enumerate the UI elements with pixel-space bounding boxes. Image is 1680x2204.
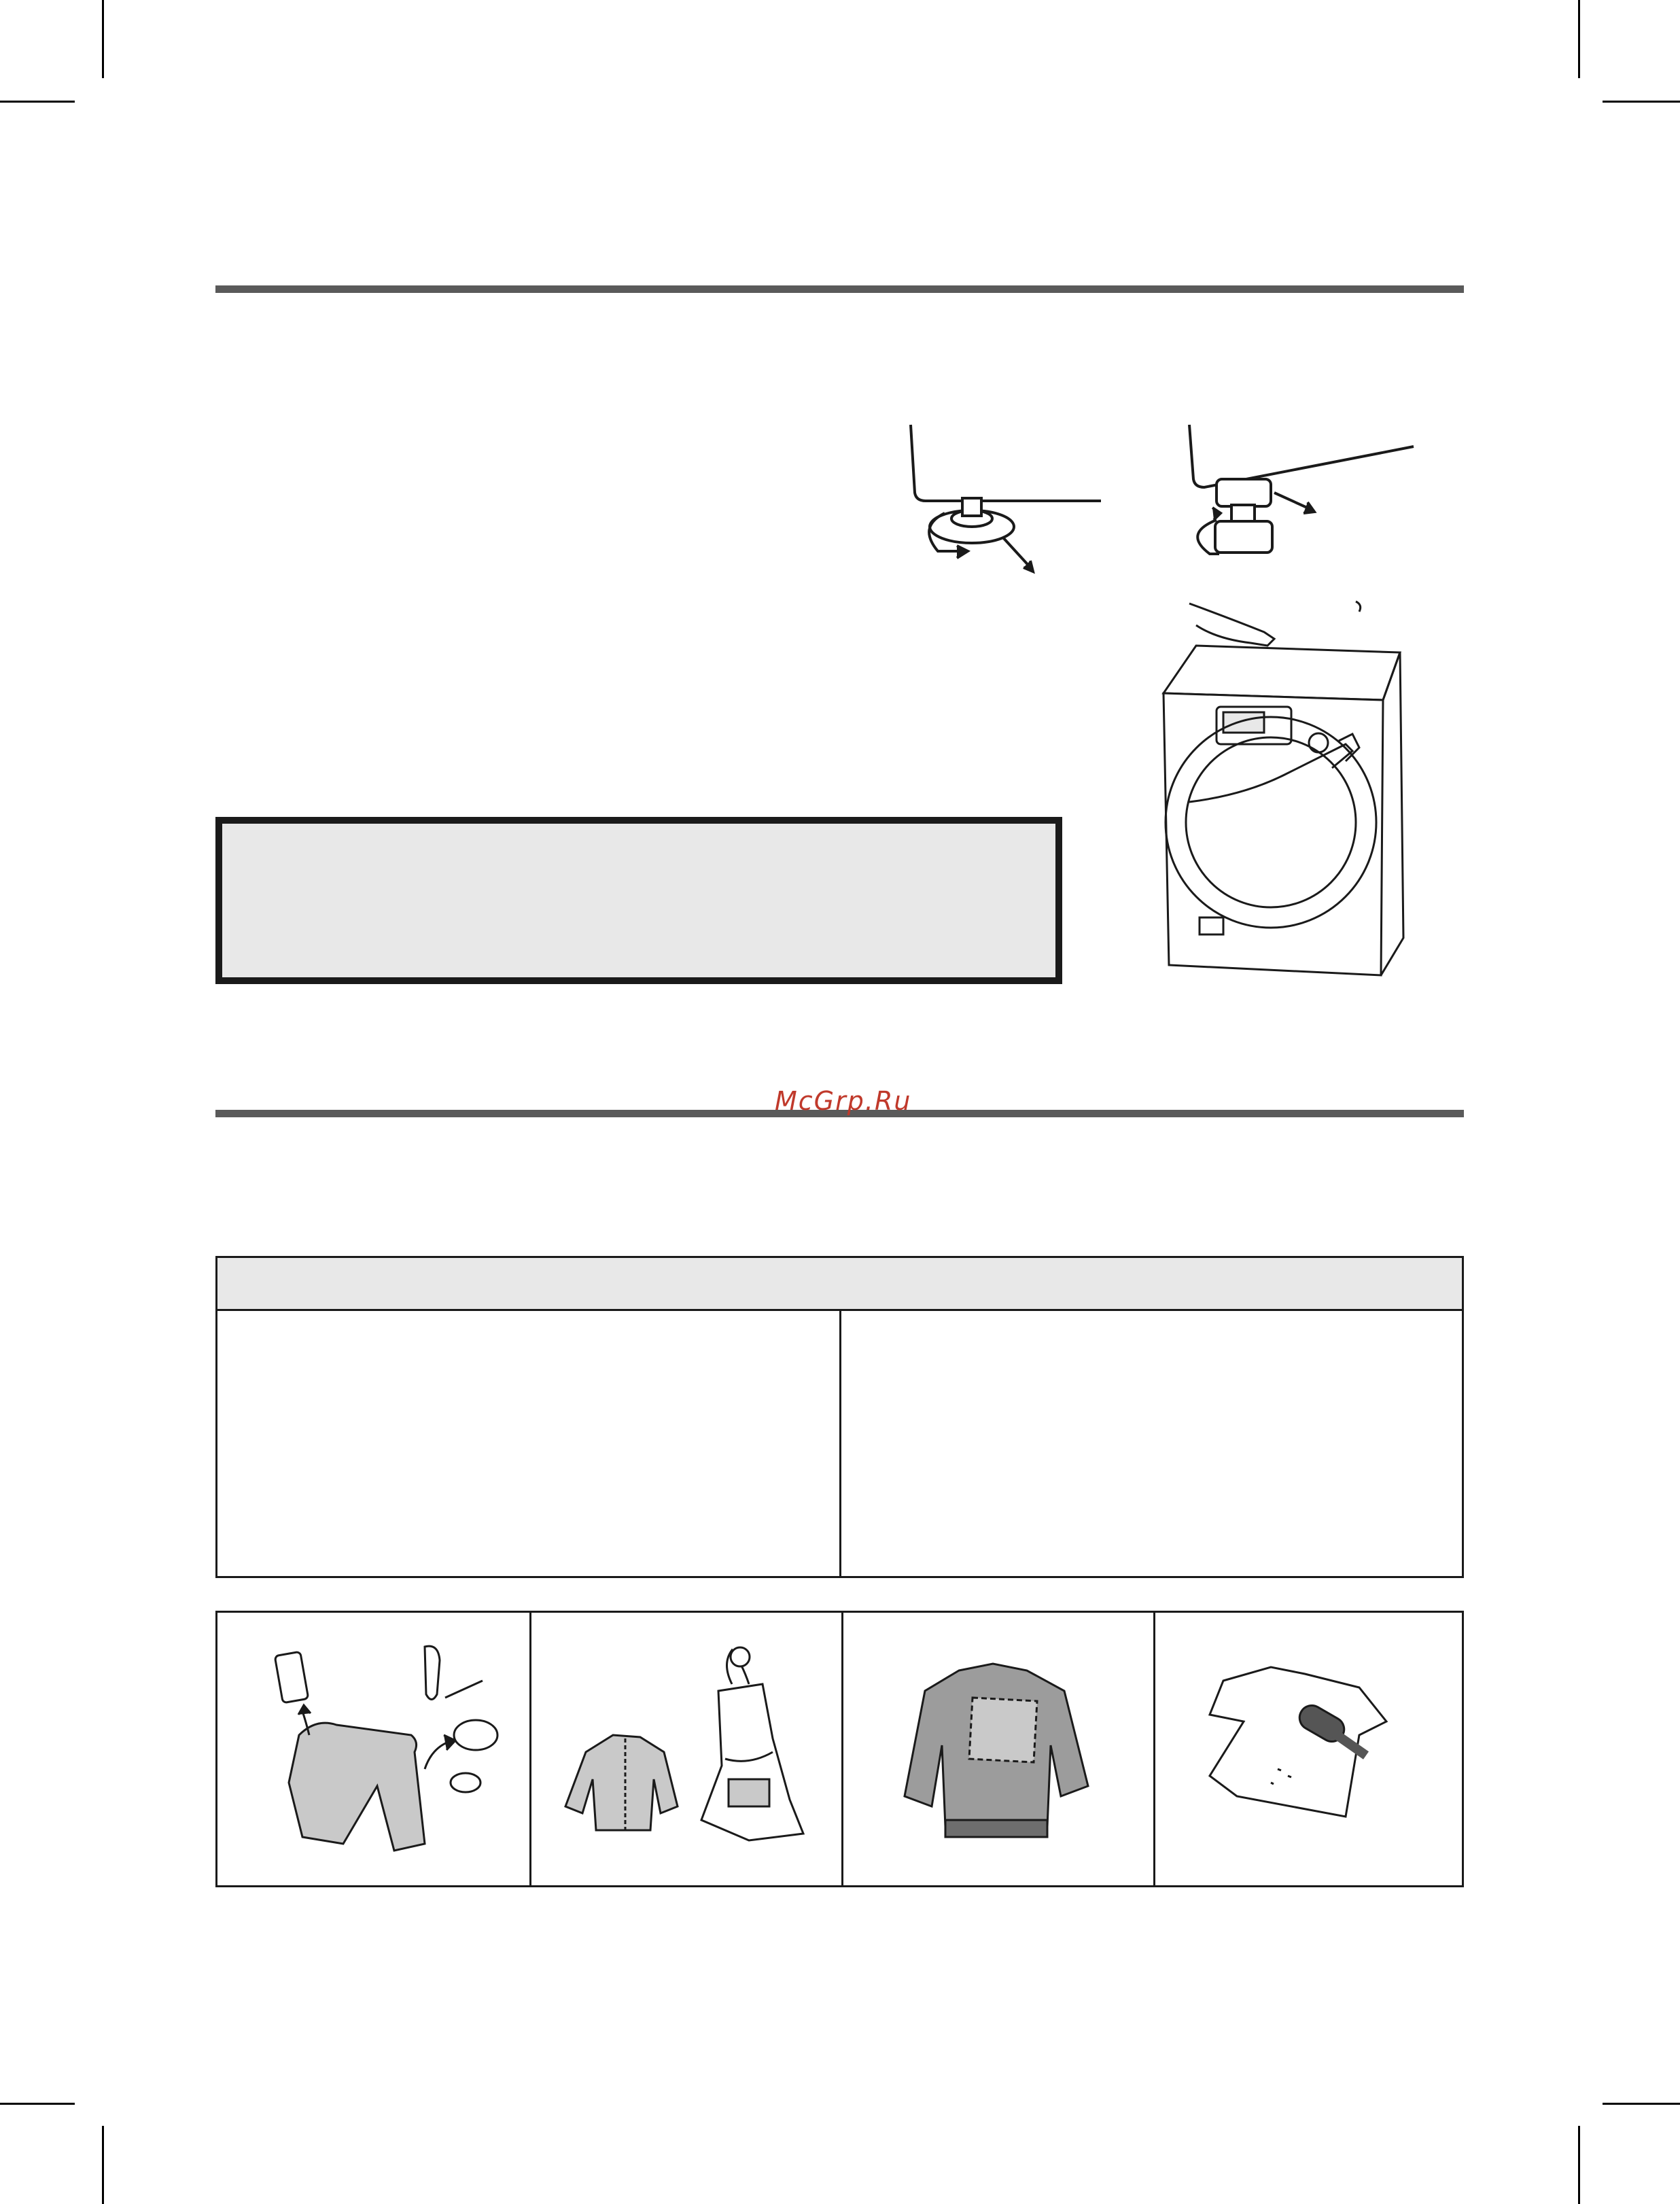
washer-rocking-check-icon	[1128, 598, 1454, 979]
foot-adjust-icon	[1189, 425, 1414, 554]
watermark: McGrp.Ru	[775, 1086, 912, 1116]
foot-loosen-icon	[911, 425, 1101, 572]
prep-cell-pockets	[217, 1613, 529, 1885]
close-zippers-icon	[545, 1643, 830, 1861]
table-column-divider	[839, 1311, 841, 1576]
crop-mark	[1578, 2126, 1580, 2204]
crop-mark	[102, 0, 104, 78]
leveling-feet-illustration	[897, 418, 1414, 581]
crop-mark	[1603, 101, 1680, 103]
table-header	[217, 1258, 1462, 1311]
empty-pockets-icon	[241, 1640, 513, 1864]
laundry-prep-strip	[215, 1611, 1464, 1887]
prep-cell-zippers	[529, 1613, 843, 1885]
prep-cell-brush	[1153, 1613, 1467, 1885]
prep-cell-inside-out	[841, 1613, 1155, 1885]
crop-mark	[1603, 2103, 1680, 2105]
brush-dirt-icon	[1196, 1654, 1427, 1844]
crop-mark	[0, 2103, 75, 2105]
crop-mark	[1578, 0, 1580, 78]
turn-inside-out-icon	[891, 1643, 1108, 1861]
section-rule-top	[215, 285, 1464, 293]
crop-mark	[102, 2126, 104, 2204]
crop-mark	[0, 101, 75, 103]
warning-box	[215, 817, 1062, 984]
info-table	[215, 1256, 1464, 1578]
